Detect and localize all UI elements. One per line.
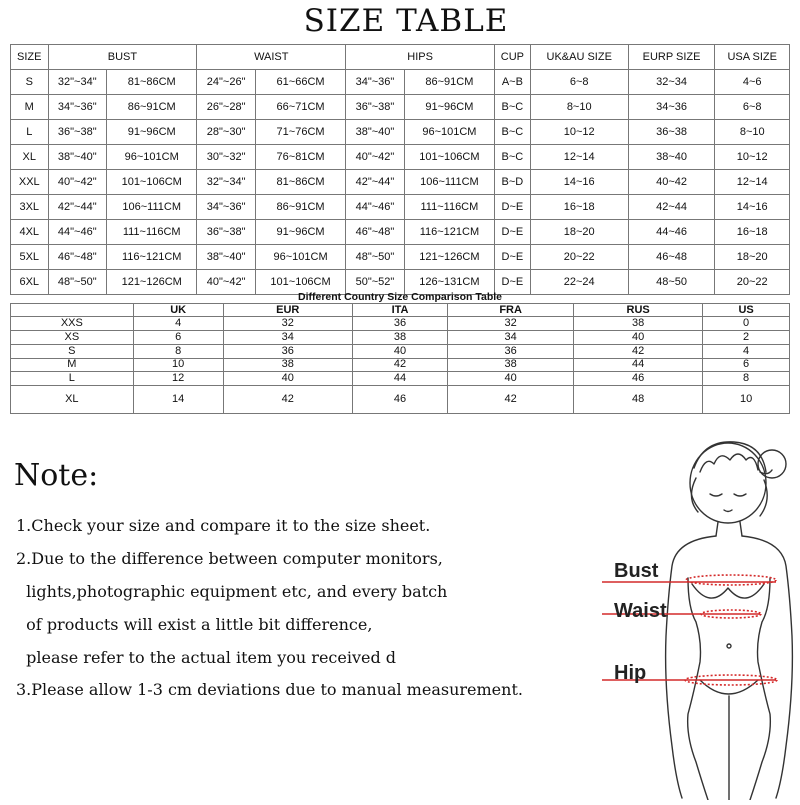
size-table-row	[11, 245, 790, 270]
comparison-cell: 46	[574, 372, 703, 386]
comparison-cell: 44	[352, 372, 447, 386]
size-cell: D~E	[495, 220, 531, 245]
size-cell: 44"~46"	[48, 220, 107, 245]
comparison-cell: 0	[703, 317, 790, 331]
size-cell: 34~36	[628, 95, 715, 120]
size-cell: 46"~48"	[48, 245, 107, 270]
size-cell: 38"~40"	[346, 120, 405, 145]
comparison-cell: 34	[223, 330, 352, 344]
size-cell: 32"~34"	[48, 70, 107, 95]
size-cell: 76~81CM	[255, 145, 345, 170]
size-cell: 50"~52"	[346, 270, 405, 295]
size-cell: 36"~38"	[48, 120, 107, 145]
size-cell: 111~116CM	[404, 195, 494, 220]
size-cell: S	[11, 70, 49, 95]
size-cell: M	[11, 95, 49, 120]
comparison-cell: 42	[448, 386, 574, 414]
size-cell: 106~111CM	[107, 195, 197, 220]
size-cell: B~D	[495, 170, 531, 195]
size-cell: 86~91CM	[107, 95, 197, 120]
size-cell: D~E	[495, 195, 531, 220]
comparison-cell: 36	[223, 344, 352, 358]
size-cell: 40"~42"	[197, 270, 256, 295]
size-cell: 38"~40"	[48, 145, 107, 170]
comparison-cell: XXS	[11, 317, 134, 331]
size-cell: 96~101CM	[255, 245, 345, 270]
comparison-header-cell	[11, 304, 134, 317]
size-cell: 36"~38"	[197, 220, 256, 245]
size-cell: 6XL	[11, 270, 49, 295]
size-cell: 38~40	[628, 145, 715, 170]
size-cell: D~E	[495, 245, 531, 270]
comparison-table-title: Different Country Size Comparison Table	[298, 291, 502, 303]
size-header-cell: HIPS	[346, 45, 495, 70]
size-cell: 42"~44"	[48, 195, 107, 220]
size-cell: 86~91CM	[404, 70, 494, 95]
size-cell: 61~66CM	[255, 70, 345, 95]
size-cell: 101~106CM	[404, 145, 494, 170]
comparison-cell: 6	[133, 330, 223, 344]
comparison-cell: 32	[448, 317, 574, 331]
size-table-row	[11, 70, 790, 95]
comparison-table-row	[11, 317, 790, 331]
size-table-row	[11, 170, 790, 195]
size-cell: 40"~42"	[48, 170, 107, 195]
body-figure	[600, 428, 800, 800]
size-table-row	[11, 120, 790, 145]
comparison-header-cell: EUR	[223, 304, 352, 317]
comparison-cell: 36	[352, 317, 447, 331]
note-line-2: 2.Due to the difference between computer monitors,	[16, 549, 443, 568]
note-line-3: lights,photographic equipment etc, and every batch	[16, 582, 448, 601]
size-cell: 46~48	[628, 245, 715, 270]
size-cell: 48"~50"	[48, 270, 107, 295]
size-cell: 8~10	[530, 95, 628, 120]
comparison-cell: 40	[352, 344, 447, 358]
size-cell: 66~71CM	[255, 95, 345, 120]
comparison-cell: 12	[133, 372, 223, 386]
comparison-cell: 8	[703, 372, 790, 386]
size-table-header	[11, 45, 790, 70]
size-cell: 46"~48"	[346, 220, 405, 245]
size-cell: 34"~36"	[48, 95, 107, 120]
size-cell: 5XL	[11, 245, 49, 270]
size-table-row	[11, 95, 790, 120]
size-cell: XXL	[11, 170, 49, 195]
size-cell: 14~16	[530, 170, 628, 195]
size-cell: 91~96CM	[255, 220, 345, 245]
size-cell: 10~12	[715, 145, 790, 170]
size-cell: 96~101CM	[107, 145, 197, 170]
comparison-cell: 10	[133, 358, 223, 372]
comparison-cell: 10	[703, 386, 790, 414]
comparison-table	[10, 303, 790, 414]
comparison-cell: L	[11, 372, 134, 386]
size-cell: 48~50	[628, 270, 715, 295]
comparison-cell: XS	[11, 330, 134, 344]
size-cell: 111~116CM	[107, 220, 197, 245]
size-cell: 6~8	[530, 70, 628, 95]
comparison-cell: 38	[223, 358, 352, 372]
comparison-cell: 38	[352, 330, 447, 344]
page-title: SIZE TABLE	[303, 3, 509, 39]
size-cell: 34"~36"	[346, 70, 405, 95]
size-table-row	[11, 195, 790, 220]
size-cell: 20~22	[715, 270, 790, 295]
size-table-row	[11, 220, 790, 245]
size-cell: B~C	[495, 95, 531, 120]
size-cell: 116~121CM	[107, 245, 197, 270]
note-line-5: please refer to the actual item you received d	[16, 648, 397, 667]
size-cell: 30"~32"	[197, 145, 256, 170]
size-cell: 28"~30"	[197, 120, 256, 145]
comparison-header-cell: FRA	[448, 304, 574, 317]
size-header-cell: SIZE	[11, 45, 49, 70]
size-cell: 101~106CM	[107, 170, 197, 195]
size-cell: 116~121CM	[404, 220, 494, 245]
size-cell: A~B	[495, 70, 531, 95]
comparison-cell: 32	[223, 317, 352, 331]
size-cell: 36"~38"	[346, 95, 405, 120]
size-cell: 121~126CM	[404, 245, 494, 270]
size-cell: 86~91CM	[255, 195, 345, 220]
size-cell: 12~14	[530, 145, 628, 170]
comparison-header-cell: RUS	[574, 304, 703, 317]
comparison-table-row	[11, 386, 790, 414]
comparison-cell: 4	[703, 344, 790, 358]
size-cell: 71~76CM	[255, 120, 345, 145]
size-header-cell: WAIST	[197, 45, 346, 70]
size-cell: L	[11, 120, 49, 145]
size-cell: 12~14	[715, 170, 790, 195]
size-cell: 16~18	[530, 195, 628, 220]
size-cell: 18~20	[715, 245, 790, 270]
size-cell: 126~131CM	[404, 270, 494, 295]
size-cell: 40~42	[628, 170, 715, 195]
comparison-header-cell: UK	[133, 304, 223, 317]
comparison-cell: 4	[133, 317, 223, 331]
comparison-cell: 40	[223, 372, 352, 386]
comparison-cell: 48	[574, 386, 703, 414]
size-cell: 26"~28"	[197, 95, 256, 120]
comparison-table-row	[11, 372, 790, 386]
comparison-cell: M	[11, 358, 134, 372]
size-cell: 81~86CM	[107, 70, 197, 95]
size-cell: 32~34	[628, 70, 715, 95]
size-cell: 3XL	[11, 195, 49, 220]
waist-label: Waist	[614, 600, 667, 622]
note-line-4: of products will exist a little bit difference,	[16, 615, 373, 634]
size-cell: D~E	[495, 270, 531, 295]
note-title: Note:	[14, 458, 99, 493]
comparison-cell: 36	[448, 344, 574, 358]
size-header-cell: EURP SIZE	[628, 45, 715, 70]
note-line-6: 3.Please allow 1-3 cm deviations due to manual measurement.	[16, 680, 523, 699]
comparison-cell: 40	[448, 372, 574, 386]
size-header-cell: UK&AU SIZE	[530, 45, 628, 70]
size-cell: 6~8	[715, 95, 790, 120]
size-cell: 96~101CM	[404, 120, 494, 145]
size-cell: 24"~26"	[197, 70, 256, 95]
size-cell: 121~126CM	[107, 270, 197, 295]
size-cell: XL	[11, 145, 49, 170]
size-cell: 16~18	[715, 220, 790, 245]
size-cell: B~C	[495, 145, 531, 170]
comparison-table-body	[11, 317, 790, 414]
size-cell: 4XL	[11, 220, 49, 245]
size-table-body	[11, 70, 790, 295]
size-cell: B~C	[495, 120, 531, 145]
size-cell: 91~96CM	[404, 95, 494, 120]
comparison-table-row	[11, 358, 790, 372]
size-cell: 44~46	[628, 220, 715, 245]
size-header-cell: CUP	[495, 45, 531, 70]
size-cell: 101~106CM	[255, 270, 345, 295]
comparison-cell: 38	[448, 358, 574, 372]
size-cell: 32"~34"	[197, 170, 256, 195]
size-table-row	[11, 145, 790, 170]
size-cell: 40"~42"	[346, 145, 405, 170]
comparison-cell: 42	[574, 344, 703, 358]
comparison-cell: 40	[574, 330, 703, 344]
comparison-cell: 38	[574, 317, 703, 331]
size-cell: 36~38	[628, 120, 715, 145]
size-cell: 10~12	[530, 120, 628, 145]
comparison-table-header	[11, 304, 790, 317]
size-cell: 4~6	[715, 70, 790, 95]
comparison-table-row	[11, 344, 790, 358]
note-line-1: 1.Check your size and compare it to the size sheet.	[16, 516, 431, 535]
comparison-cell: 6	[703, 358, 790, 372]
size-header-cell: BUST	[48, 45, 197, 70]
comparison-cell: 42	[223, 386, 352, 414]
size-cell: 48"~50"	[346, 245, 405, 270]
comparison-cell: 14	[133, 386, 223, 414]
size-cell: 91~96CM	[107, 120, 197, 145]
size-cell: 14~16	[715, 195, 790, 220]
size-cell: 81~86CM	[255, 170, 345, 195]
size-cell: 22~24	[530, 270, 628, 295]
size-table	[10, 44, 790, 295]
comparison-cell: XL	[11, 386, 134, 414]
size-cell: 38"~40"	[197, 245, 256, 270]
size-cell: 18~20	[530, 220, 628, 245]
comparison-cell: S	[11, 344, 134, 358]
bust-label: Bust	[614, 560, 659, 582]
comparison-cell: 46	[352, 386, 447, 414]
size-cell: 20~22	[530, 245, 628, 270]
comparison-header-cell: ITA	[352, 304, 447, 317]
hip-label: Hip	[614, 662, 647, 684]
size-header-cell: USA SIZE	[715, 45, 790, 70]
comparison-cell: 42	[352, 358, 447, 372]
size-cell: 8~10	[715, 120, 790, 145]
comparison-cell: 2	[703, 330, 790, 344]
comparison-header-cell: US	[703, 304, 790, 317]
comparison-table-row	[11, 330, 790, 344]
size-cell: 34"~36"	[197, 195, 256, 220]
comparison-cell: 8	[133, 344, 223, 358]
size-cell: 42~44	[628, 195, 715, 220]
size-cell: 42"~44"	[346, 170, 405, 195]
comparison-cell: 44	[574, 358, 703, 372]
size-cell: 106~111CM	[404, 170, 494, 195]
comparison-cell: 34	[448, 330, 574, 344]
size-cell: 44"~46"	[346, 195, 405, 220]
